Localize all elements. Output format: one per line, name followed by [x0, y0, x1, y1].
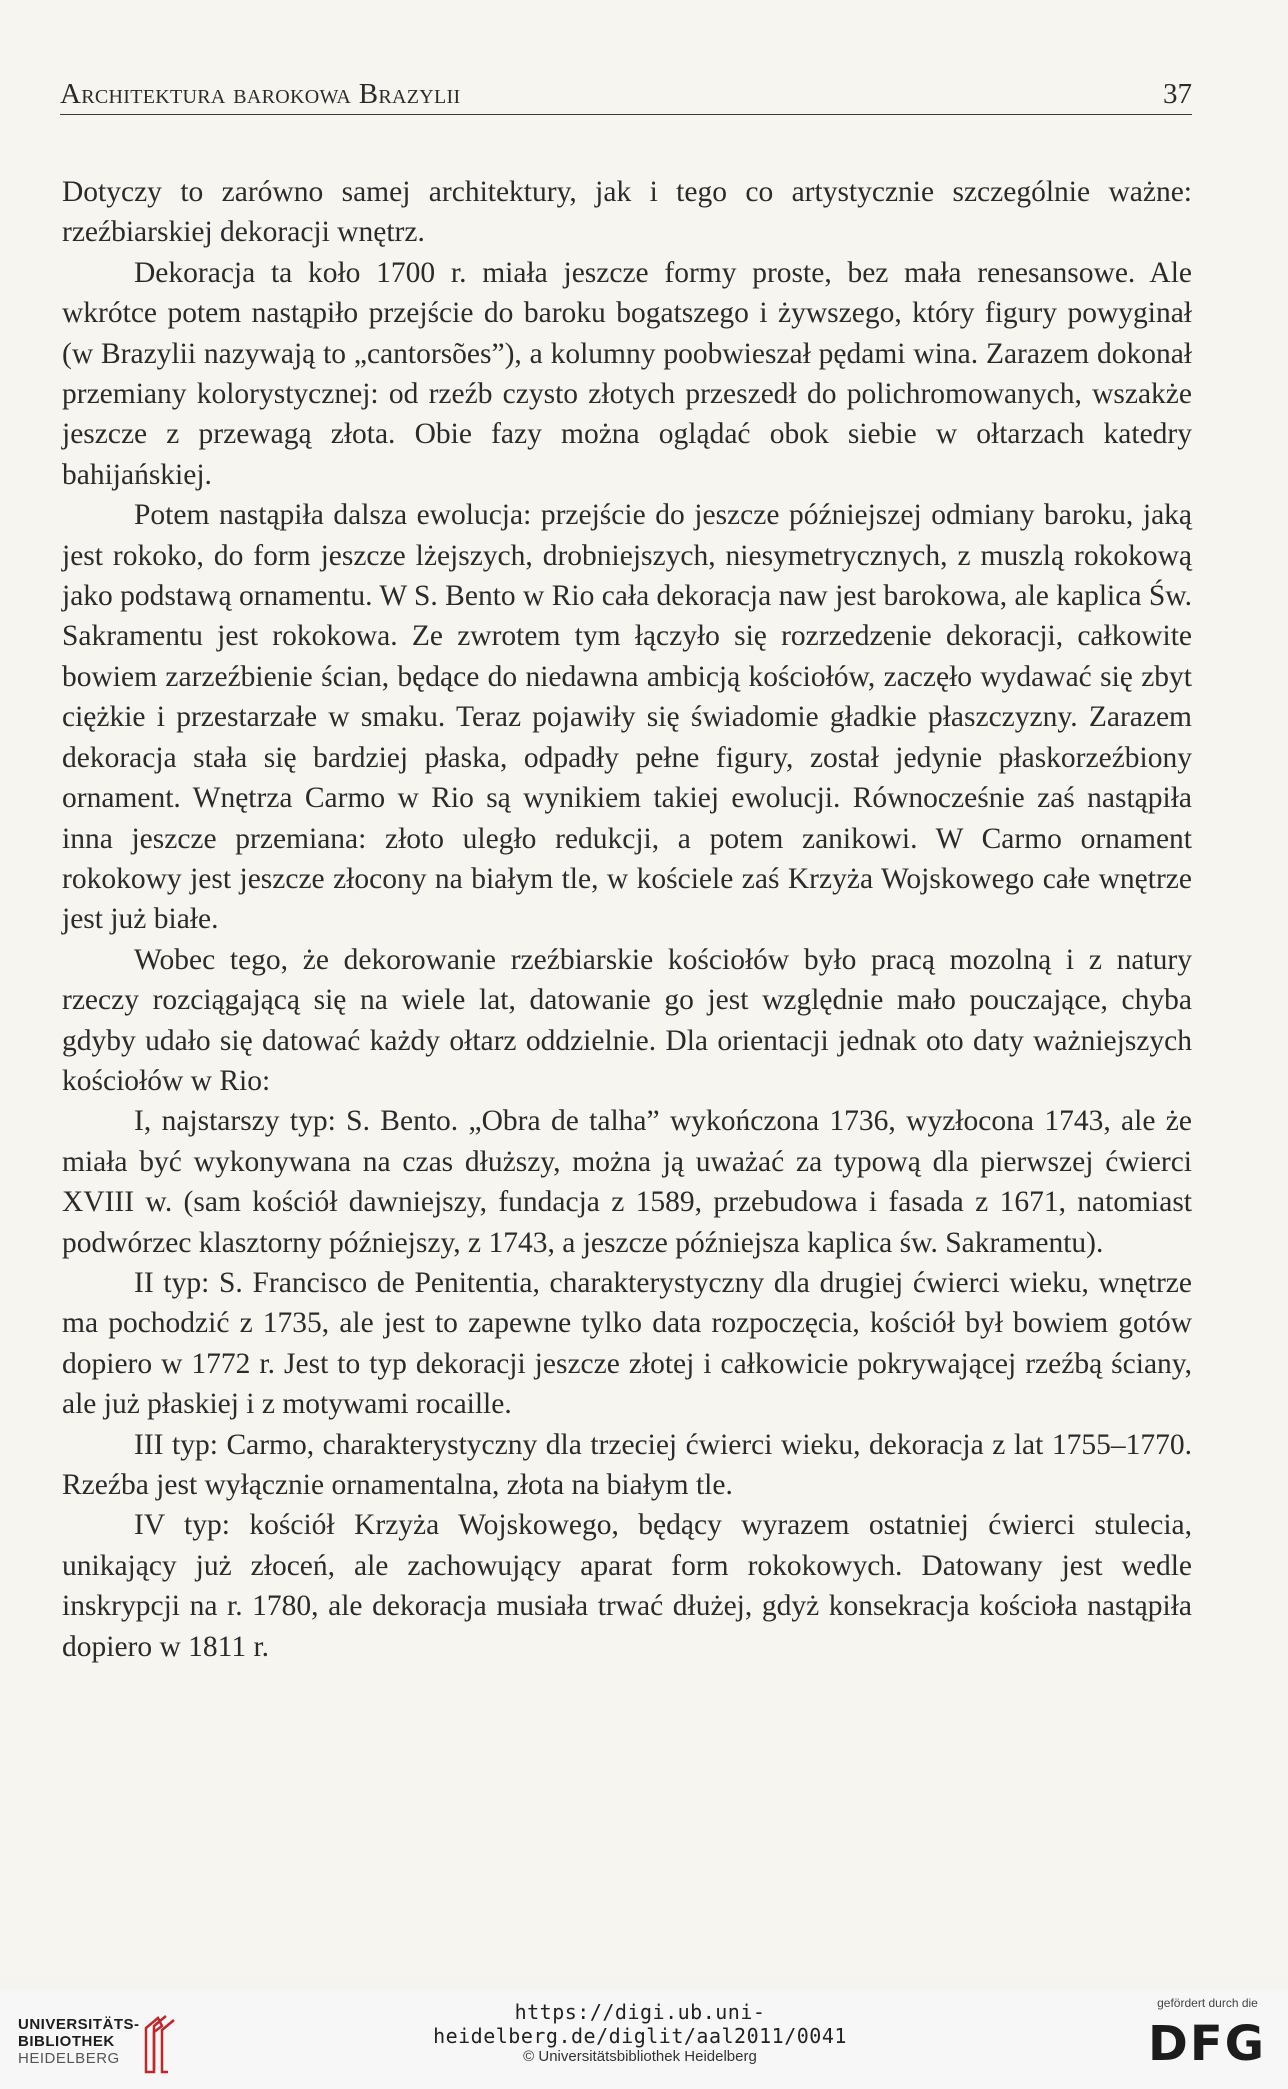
running-title: Architektura barokowa Brazylii [60, 78, 461, 110]
funder-logo[interactable] [1140, 1996, 1275, 2076]
paragraph: Dotyczy to zarówno samej architektury, jak i tego co artystycznie szczególnie ważne: rzeźbiarskiej dekoracji wnętrz. [62, 176, 1192, 249]
copyright-notice: © Universitätsbibliothek Heidelberg [523, 2048, 757, 2065]
permalink[interactable]: https://digi.ub.uni-heidelberg.de/diglit/aal2011/0041 [433, 2000, 847, 2048]
library-mark-icon [118, 2010, 198, 2076]
library-name: UNIVERSITÄTS- BIBLIOTHEK HEIDELBERG [18, 2016, 140, 2067]
paragraph: Dekoracja ta koło 1700 r. miała jeszcze formy proste, bez mała renesansowe. Ale wkrótce potem nastąpiło przejście do baroku bogatszego i żywszego, który figury powyginał (w Brazylii nazywają to „cantorsões”), a kolumny poobwieszał pędami wina. Zarazem dokonał przemiany kolorystycznej: od rzeźb czysto złotych przeszedł do polichromowanych, wszakże jeszcze z przewagą złota. Obie fazy można oglądać obok siebie w ołtarzach katedry bahijańskiej. [62, 256, 1192, 491]
dfg-logo: DFG [1148, 2016, 1267, 2072]
paragraph: I, najstarszy typ: S. Bento. „Obra de talha” wykończona 1736, wyzłocona 1743, ale że miała być wykonywana na czas dłuższy, można ją uważać za typową dla pierwszej ćwierci XVIII w. (sam kościół dawniejszy, fundacja z 1589, przebudowa i fasada z 1671, natomiast podwórzec klasztorny późniejszy, z 1743, a jeszcze późniejsza kaplica św. Sakramentu). [62, 1105, 1192, 1259]
body-text [62, 172, 1192, 1667]
library-logo[interactable] [18, 2004, 198, 2080]
paragraph: III typ: Carmo, charakterystyczny dla trzeciej ćwierci wieku, dekoracja z lat 1755–1770. Rzeźba jest wyłącznie ornamentalna, złota na białym tle. [62, 1428, 1192, 1501]
page-number: 37 [1163, 78, 1192, 110]
funded-by-label: gefördert durch die [1157, 1996, 1258, 2010]
digitization-footer [0, 1990, 1288, 2089]
running-header [60, 74, 1192, 115]
paragraph: II typ: S. Francisco de Penitentia, charakterystyczny dla drugiej ćwierci wieku, wnętrze ma pochodzić z 1735, ale jest to zapewne tylko data rozpoczęcia, kościół był bowiem gotów dopiero w 1772 r. Jest to typ dekoracji jeszcze złotej i całkowicie pokrywającej rzeźbą ściany, ale już płaskiej i z motywami rocaille. [62, 1266, 1192, 1421]
paragraph: Wobec tego, że dekorowanie rzeźbiarskie kościołów było pracą mozolną i z natury rzeczy rozciągającą się na wiele lat, datowanie go jest względnie mało pouczające, chyba gdyby udało się datować każdy ołtarz oddzielnie. Dla orientacji jednak oto daty ważniejszych kościołów w Rio: [62, 943, 1192, 1097]
paragraph: IV typ: kościół Krzyża Wojskowego, będący wyrazem ostatniej ćwierci stulecia, unikający już złoceń, ale zachowujący aparat form rokokowych. Datowany jest wedle inskrypcji na r. 1780, ale dekoracja musiała trwać dłużej, gdyż konsekracja kościoła nastąpiła dopiero w 1811 r. [62, 1509, 1192, 1663]
paragraph: Potem nastąpiła dalsza ewolucja: przejście do jeszcze późniejszej odmiany baroku, jaką jest rokoko, do form jeszcze lżejszych, drobniejszych, niesymetrycznych, z muszlą rokokową jako podstawą ornamentu. W S. Bento w Rio cała dekoracja naw jest barokowa, ale kaplica Św. Sakramentu jest rokokowa. Ze zwrotem tym łączyło się rozrzedzenie dekoracji, całkowite bowiem zarzeźbienie ścian, będące do niedawna ambicją kościołów, zaczęło wydawać się zbyt ciężkie i przestarzałe w smaku. Teraz pojawiły się świadomie gładkie płaszczyzny. Zarazem dekoracja stała się bardziej płaska, odpadły pełne figury, został jedynie płaskorzeźbiony ornament. Wnętrza Carmo w Rio są wynikiem takiej ewolucji. Równocześnie zaś nastąpiła inna jeszcze przemiana: złoto uległo redukcji, a potem zanikowi. W Carmo ornament rokokowy jest jeszcze złocony na białym tle, w kościele zaś Krzyża Wojskowego całe wnętrze jest już białe. [62, 499, 1192, 936]
